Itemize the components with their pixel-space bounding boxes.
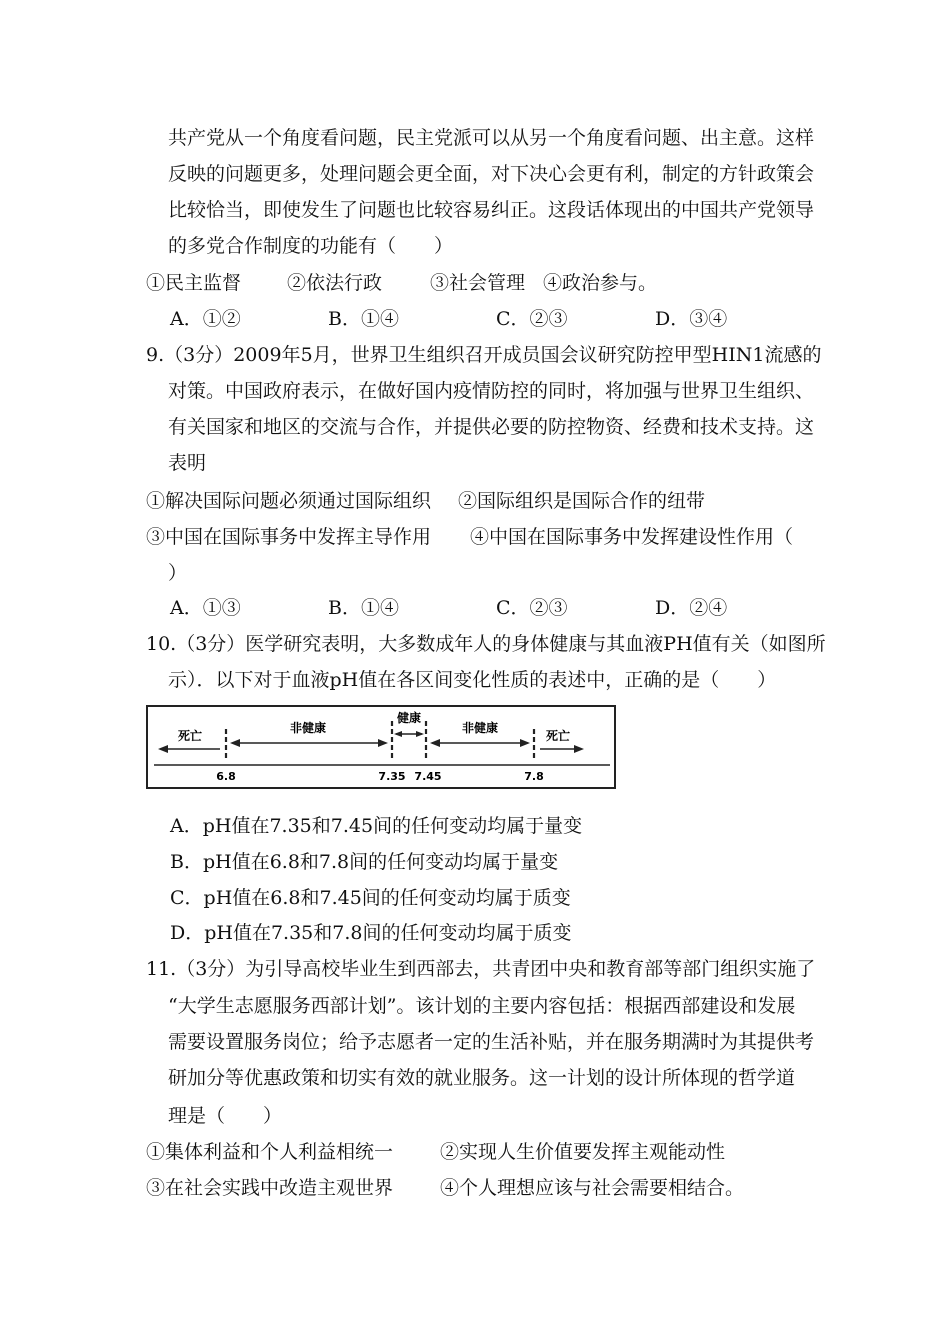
unhealthy-right-arrow (430, 739, 530, 747)
statement-item: ④政治参与。 (543, 272, 658, 294)
ph-scale-diagram (148, 707, 618, 791)
tick-label: 7.35 (378, 770, 406, 783)
question-text-line: 对策。中国政府表示，在做好国内疫情防控的同时，将加强与世界卫生组织、 (168, 380, 815, 402)
answer-option: B．pH值在6.8和7.8间的任何变动均属于量变 (170, 851, 559, 873)
statement-item: ②实现人生价值要发挥主观能动性 (440, 1141, 726, 1163)
answer-option: A．pH值在7.35和7.45间的任何变动均属于量变 (170, 815, 583, 837)
statement-item: ②依法行政 (287, 272, 383, 294)
tick-label: 6.8 (216, 770, 236, 783)
zone-label-unhealthy-left: 非健康 (289, 721, 327, 735)
tick-label: 7.8 (524, 770, 544, 783)
statement-item: ③中国在国际事务中发挥主导作用 (146, 526, 432, 548)
question-text-line: 10.（3分）医学研究表明，大多数成年人的身体健康与其血液PH值有关（如图所 (146, 633, 826, 655)
question-text-line: 研加分等优惠政策和切实有效的就业服务。这一计划的设计所体现的哲学道 (168, 1067, 796, 1089)
answer-option: C．②③ (496, 308, 568, 330)
answer-option: A．①③ (170, 597, 241, 619)
zone-label-unhealthy-right: 非健康 (461, 721, 499, 735)
tick-label: 7.45 (414, 770, 442, 783)
answer-option: B．①④ (328, 597, 399, 619)
answer-option: D．pH值在7.35和7.8间的任何变动均属于质变 (170, 922, 572, 944)
statement-item: ①解决国际问题必须通过国际组织 (146, 490, 432, 512)
question-text-line: 理是（ ） (168, 1105, 283, 1127)
ph-scale-figure (146, 705, 616, 789)
statement-item: ③社会管理 (430, 272, 526, 294)
question-text-line: 共产党从一个角度看问题，民主党派可以从另一个角度看问题、出主意。这样 (168, 127, 815, 149)
question-text-line: 有关国家和地区的交流与合作，并提供必要的防控物资、经费和技术支持。这 (168, 416, 815, 438)
question-text-line: 反映的问题更多，处理问题会更全面，对下决心会更有利，制定的方针政策会 (168, 163, 815, 185)
unhealthy-left-arrow (230, 739, 388, 747)
statement-item: ） (168, 562, 188, 584)
zone-label-healthy: 健康 (396, 711, 422, 725)
healthy-arrow (394, 731, 424, 737)
question-text-line: 需要设置服务岗位；给予志愿者一定的生活补贴，并在服务期满时为其提供考 (168, 1031, 815, 1053)
zone-label-death-right: 死亡 (545, 729, 571, 743)
answer-option: D．②④ (655, 597, 728, 619)
death-left-arrow (158, 745, 220, 753)
answer-option: B．①④ (328, 308, 399, 330)
statement-item: ①民主监督 (146, 272, 242, 294)
answer-option: D．③④ (655, 308, 728, 330)
answer-option: C．②③ (496, 597, 568, 619)
statement-item: ②国际组织是国际合作的纽带 (458, 490, 706, 512)
question-text-line: 11.（3分）为引导高校毕业生到西部去，共青团中央和教育部等部门组织实施了 (146, 958, 816, 980)
question-text-line: 比较恰当，即使发生了问题也比较容易纠正。这段话体现出的中国共产党领导 (168, 199, 815, 221)
statement-item: ③在社会实践中改造主观世界 (146, 1177, 394, 1199)
death-right-arrow (540, 745, 584, 753)
answer-option: A．①② (170, 308, 241, 330)
statement-item: ④中国在国际事务中发挥建设性作用（ (470, 526, 794, 548)
zone-label-death-left: 死亡 (177, 729, 203, 743)
question-text-line: 9.（3分）2009年5月，世界卫生组织召开成员国会议研究防控甲型HIN1流感的 (146, 344, 822, 366)
question-text-line: 表明 (168, 452, 207, 474)
question-text-line: “大学生志愿服务西部计划”。该计划的主要内容包括：根据西部建设和发展 (168, 995, 796, 1017)
answer-option: C．pH值在6.8和7.45间的任何变动均属于质变 (170, 887, 571, 909)
question-text-line: 的多党合作制度的功能有（ ） (168, 235, 454, 257)
statement-item: ①集体利益和个人利益相统一 (146, 1141, 394, 1163)
statement-item: ④个人理想应该与社会需要相结合。 (440, 1177, 745, 1199)
question-text-line: 示）．以下对于血液pH值在各区间变化性质的表述中，正确的是（ ） (168, 669, 777, 691)
